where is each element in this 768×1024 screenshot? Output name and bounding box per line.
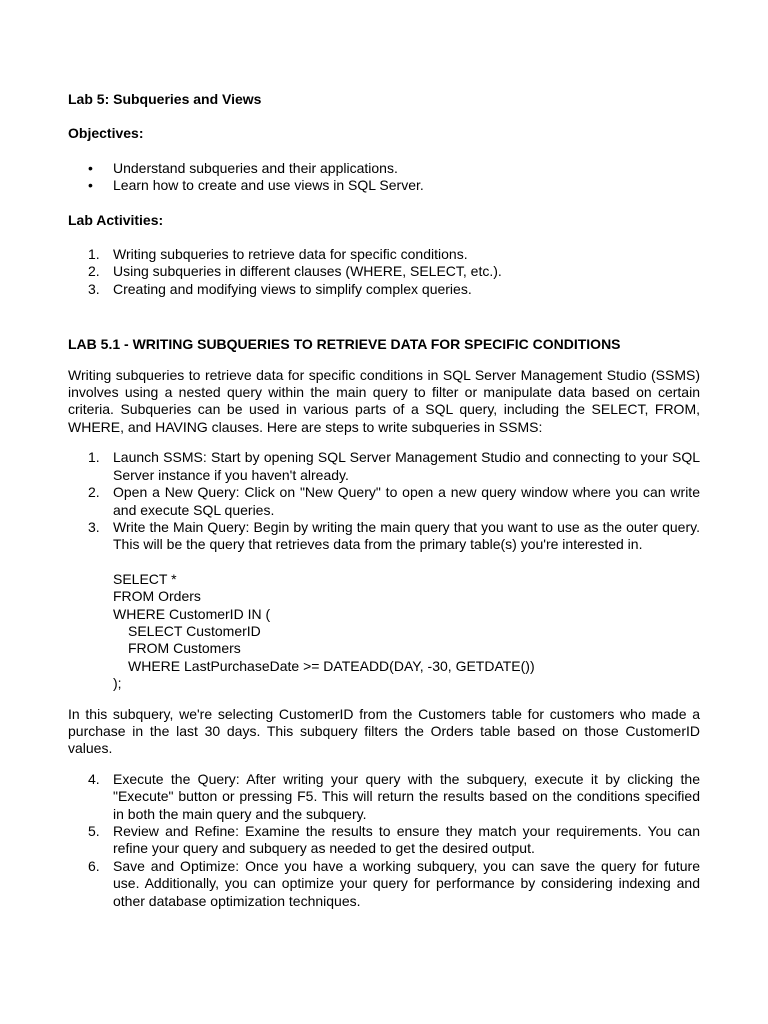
step-number: 4. <box>88 770 100 787</box>
step-text: Open a New Query: Click on "New Query" to open a new query window where you can write and execute SQL queries. <box>113 484 700 518</box>
step-number: 3. <box>88 518 100 535</box>
code-explanation: In this subquery, we're selecting CustomerID from the Customers table for customers who made a purchase in the last 30 days. This subquery filters the Orders table based on those CustomerID values. <box>68 705 700 757</box>
code-line: ); <box>113 675 122 692</box>
section-intro: Writing subqueries to retrieve data for specific conditions in SQL Server Management Studio (SSMS) involves using a nested query within the main query to filter or manipulate data based on certain criteria. Subqueries can be used in various parts of a SQL query, including the SELECT, FROM, WHERE, and HAVING clauses. Here are steps to write subqueries in SSMS: <box>68 366 700 435</box>
step-item <box>68 449 700 484</box>
objectives-list <box>68 160 700 195</box>
step-number: 6. <box>88 857 100 874</box>
document-page <box>68 91 700 910</box>
step-item <box>68 484 700 519</box>
sql-code-block <box>113 571 700 693</box>
code-line: WHERE CustomerID IN ( <box>113 605 271 622</box>
activity-item <box>68 246 700 263</box>
step-item <box>68 858 700 910</box>
activity-number: 3. <box>88 280 100 297</box>
step-text: Write the Main Query: Begin by writing the main query that you want to use as the outer query. This will be the query that retrieves data from the primary table(s) you're interested in. <box>113 518 700 553</box>
step-text: Review and Refine: Examine the results to ensure they match your requirements. You can refine your query and subquery as needed to get the desired output. <box>113 823 700 857</box>
step-text: Launch SSMS: Start by opening SQL Server Management Studio and connecting to your SQL Server instance if you haven't already. <box>113 449 700 483</box>
activities-heading: Lab Activities: <box>68 211 164 228</box>
step-item <box>68 823 700 858</box>
code-line: FROM Orders <box>113 588 201 605</box>
steps-list-a <box>68 449 700 553</box>
steps-list-b <box>68 771 700 910</box>
activity-text: Writing subqueries to retrieve data for specific conditions. <box>113 246 468 263</box>
step-item <box>68 771 700 823</box>
activity-text: Using subqueries in different clauses (WHERE, SELECT, etc.). <box>113 263 502 280</box>
activity-text: Creating and modifying views to simplify complex queries. <box>113 280 472 297</box>
activity-number: 2. <box>88 263 100 280</box>
lab-title: Lab 5: Subqueries and Views <box>68 91 262 107</box>
step-text: Save and Optimize: Once you have a working subquery, you can save the query for future use. Additionally, you can optimize your query for performance by considering indexing and other database optimization techniques. <box>113 857 700 909</box>
activities-list <box>68 246 700 298</box>
step-text: Execute the Query: After writing your query with the subquery, execute it by clicking the "Execute" button or pressing F5. This will return the results based on the conditions specified in both the main query and the subquery. <box>113 770 700 822</box>
activity-item <box>68 263 700 280</box>
step-number: 2. <box>88 484 100 501</box>
code-line: FROM Customers <box>128 640 241 657</box>
section-title: LAB 5.1 - WRITING SUBQUERIES TO RETRIEVE DATA FOR SPECIFIC CONDITIONS <box>68 336 621 353</box>
activity-number: 1. <box>88 246 100 263</box>
step-number: 5. <box>88 823 100 839</box>
step-number: 1. <box>88 449 100 466</box>
activity-item <box>68 281 700 298</box>
objective-item: • Learn how to create and use views in SQL Server. <box>68 177 700 194</box>
code-line: SELECT * <box>113 570 177 587</box>
code-line: WHERE LastPurchaseDate >= DATEADD(DAY, -30, GETDATE()) <box>128 657 535 674</box>
objective-item: • Understand subqueries and their applications. <box>68 160 700 177</box>
code-line: SELECT CustomerID <box>128 622 261 639</box>
step-item <box>68 519 700 554</box>
objectives-heading: Objectives: <box>68 125 144 142</box>
